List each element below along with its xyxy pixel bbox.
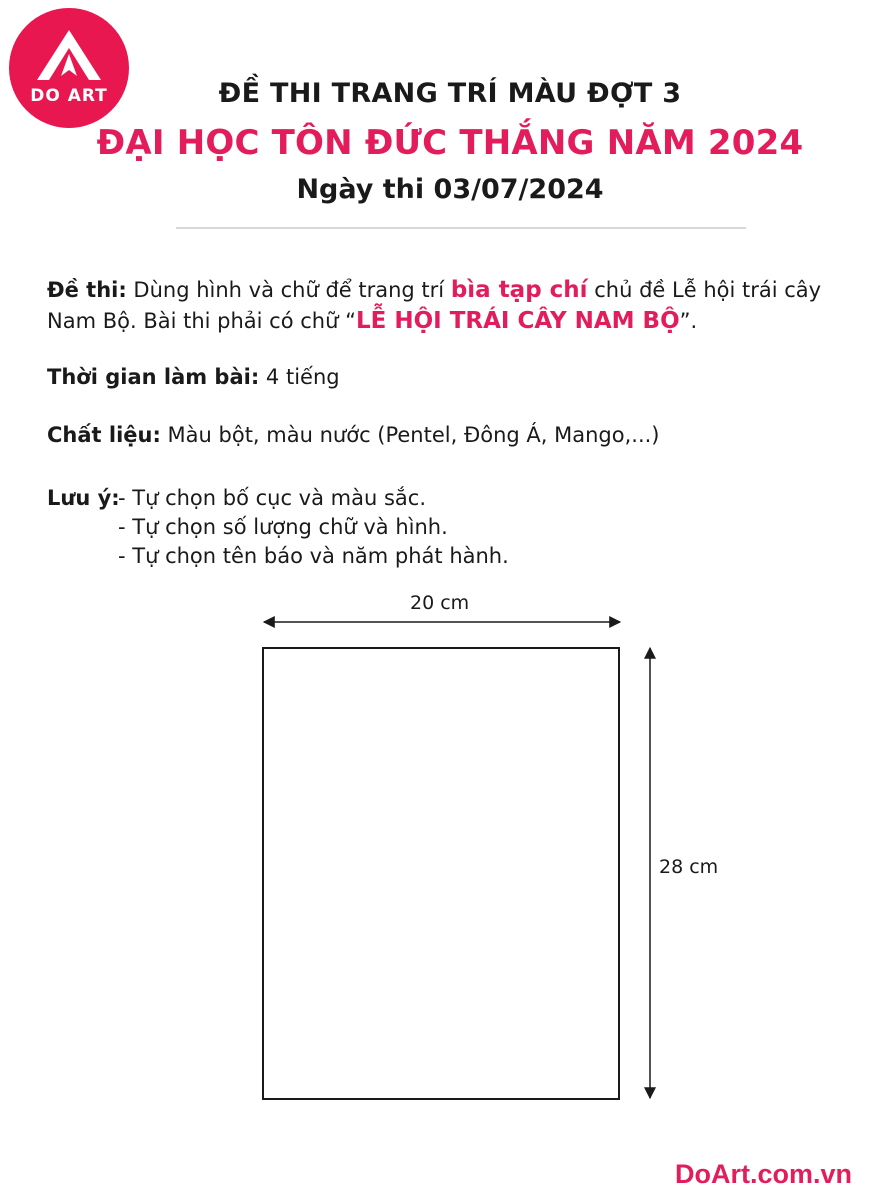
exam-text-3: Nam Bộ. Bài thi phải có chữ “ — [47, 309, 356, 333]
brand-logo — [9, 8, 129, 128]
logo-mark-icon — [9, 8, 129, 128]
notes-list — [118, 484, 509, 571]
exam-title: ĐỀ THI TRANG TRÍ MÀU ĐỢT 3 — [218, 78, 682, 109]
list-item: - Tự chọn tên báo và năm phát hành. — [118, 544, 509, 568]
time-label: Thời gian làm bài: — [47, 365, 260, 389]
materials-value: Màu bột, màu nước (Pentel, Đông Á, Mango,...) — [160, 423, 660, 447]
footer-website: DoArt.com.vn — [674, 1159, 852, 1189]
notes-label: Lưu ý: — [47, 486, 120, 510]
paper-rectangle — [263, 648, 619, 1099]
materials-line — [47, 420, 659, 451]
exam-date: Ngày thi 03/07/2024 — [296, 174, 604, 205]
university-title: ĐẠI HỌC TÔN ĐỨC THẮNG NĂM 2024 — [96, 123, 804, 163]
time-line — [47, 362, 340, 393]
exam-text-1: Dùng hình và chữ để trang trí — [126, 278, 451, 302]
exam-description — [47, 275, 847, 337]
exam-text-2: chủ đề Lễ hội trái cây — [587, 278, 822, 302]
exam-text-end: ”. — [679, 309, 698, 333]
width-label: 20 cm — [410, 592, 470, 614]
exam-label: Đề thi: — [47, 278, 127, 302]
time-value: 4 tiếng — [259, 365, 340, 389]
exam-highlight: bìa tạp chí — [450, 277, 588, 303]
list-item: - Tự chọn bố cục và màu sắc. — [118, 486, 426, 510]
list-item: - Tự chọn số lượng chữ và hình. — [118, 515, 448, 539]
divider — [176, 227, 746, 229]
height-label: 28 cm — [659, 856, 719, 878]
materials-label: Chất liệu: — [47, 423, 161, 447]
logo-text: DO ART — [30, 86, 108, 106]
exam-required-text: LỄ HỘI TRÁI CÂY NAM BỘ — [355, 308, 680, 334]
